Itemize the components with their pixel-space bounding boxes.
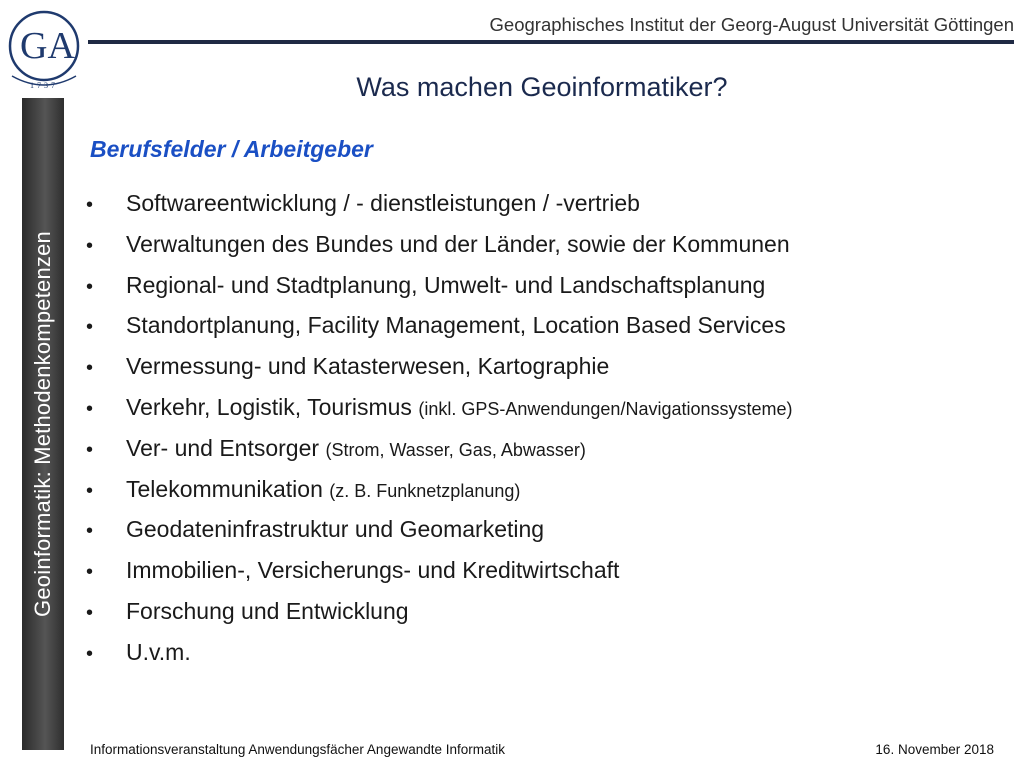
list-item	[86, 557, 793, 598]
footer-event-title: Informationsveranstaltung Anwendungsfächer Angewandte Informatik	[90, 742, 506, 757]
bullet-icon: •	[86, 438, 94, 461]
list-item-text: Standortplanung, Facility Management, Location Based Services	[126, 312, 786, 339]
bullet-icon: •	[86, 194, 94, 216]
list-item	[86, 231, 793, 272]
list-item-text: Verkehr, Logistik, Tourismus	[126, 393, 412, 420]
list-item	[86, 598, 793, 639]
bullet-icon: •	[86, 316, 94, 339]
list-item-note: (Strom, Wasser, Gas, Abwasser)	[325, 439, 586, 460]
slide-subtitle: Berufsfelder / Arbeitgeber	[90, 136, 373, 162]
list-item-text: Geodateninfrastruktur und Geomarketing	[126, 516, 545, 543]
bullet-icon: •	[86, 601, 94, 624]
slide-title: Was machen Geoinformatiker?	[356, 72, 728, 102]
footer-date: 16. November 2018	[875, 742, 994, 757]
list-item-text: Forschung und Entwicklung	[126, 597, 409, 624]
sidebar-label: Geoinformatik: Methodenkompetenzen	[30, 231, 55, 617]
list-item	[86, 435, 793, 476]
bullet-icon: •	[86, 357, 94, 380]
bullet-list	[86, 190, 793, 680]
list-item	[86, 353, 793, 394]
list-item-text: Vermessung- und Katasterwesen, Kartographie	[126, 353, 610, 380]
list-item	[86, 190, 793, 231]
header-divider	[88, 40, 1014, 44]
bullet-icon: •	[86, 234, 94, 257]
institute-header: Geographisches Institut der Georg-August Universität Göttingen	[489, 14, 1014, 35]
bullet-icon: •	[86, 520, 94, 543]
bullet-icon: •	[86, 397, 94, 420]
list-item-note: (z. B. Funknetzplanung)	[329, 480, 521, 501]
bullet-icon: •	[86, 642, 94, 665]
list-item-text: Ver- und Entsorger	[126, 434, 320, 461]
bullet-icon: •	[86, 561, 94, 584]
list-item	[86, 476, 793, 517]
list-item	[86, 639, 793, 680]
list-item-text: Telekommunikation	[126, 475, 323, 502]
list-item-text: U.v.m.	[126, 638, 191, 665]
bullet-icon: •	[86, 275, 94, 298]
list-item-text: Verwaltungen des Bundes und der Länder, sowie der Kommunen	[126, 230, 790, 257]
list-item	[86, 516, 793, 557]
logo-letter-g: GA	[20, 25, 75, 67]
list-item	[86, 272, 793, 313]
list-item-text: Regional- und Stadtplanung, Umwelt- und Landschaftsplanung	[126, 271, 766, 298]
list-item-text: Immobilien-, Versicherungs- und Kreditwirtschaft	[126, 557, 620, 584]
logo-year: 1737	[30, 81, 58, 90]
list-item-text: Softwareentwicklung / - dienstleistungen / -vertrieb	[126, 190, 640, 216]
list-item	[86, 394, 793, 435]
list-item	[86, 312, 793, 353]
bullet-icon: •	[86, 479, 94, 502]
sidebar-band	[22, 98, 64, 750]
list-item-note: (inkl. GPS-Anwendungen/Navigationssysteme)	[418, 398, 793, 419]
